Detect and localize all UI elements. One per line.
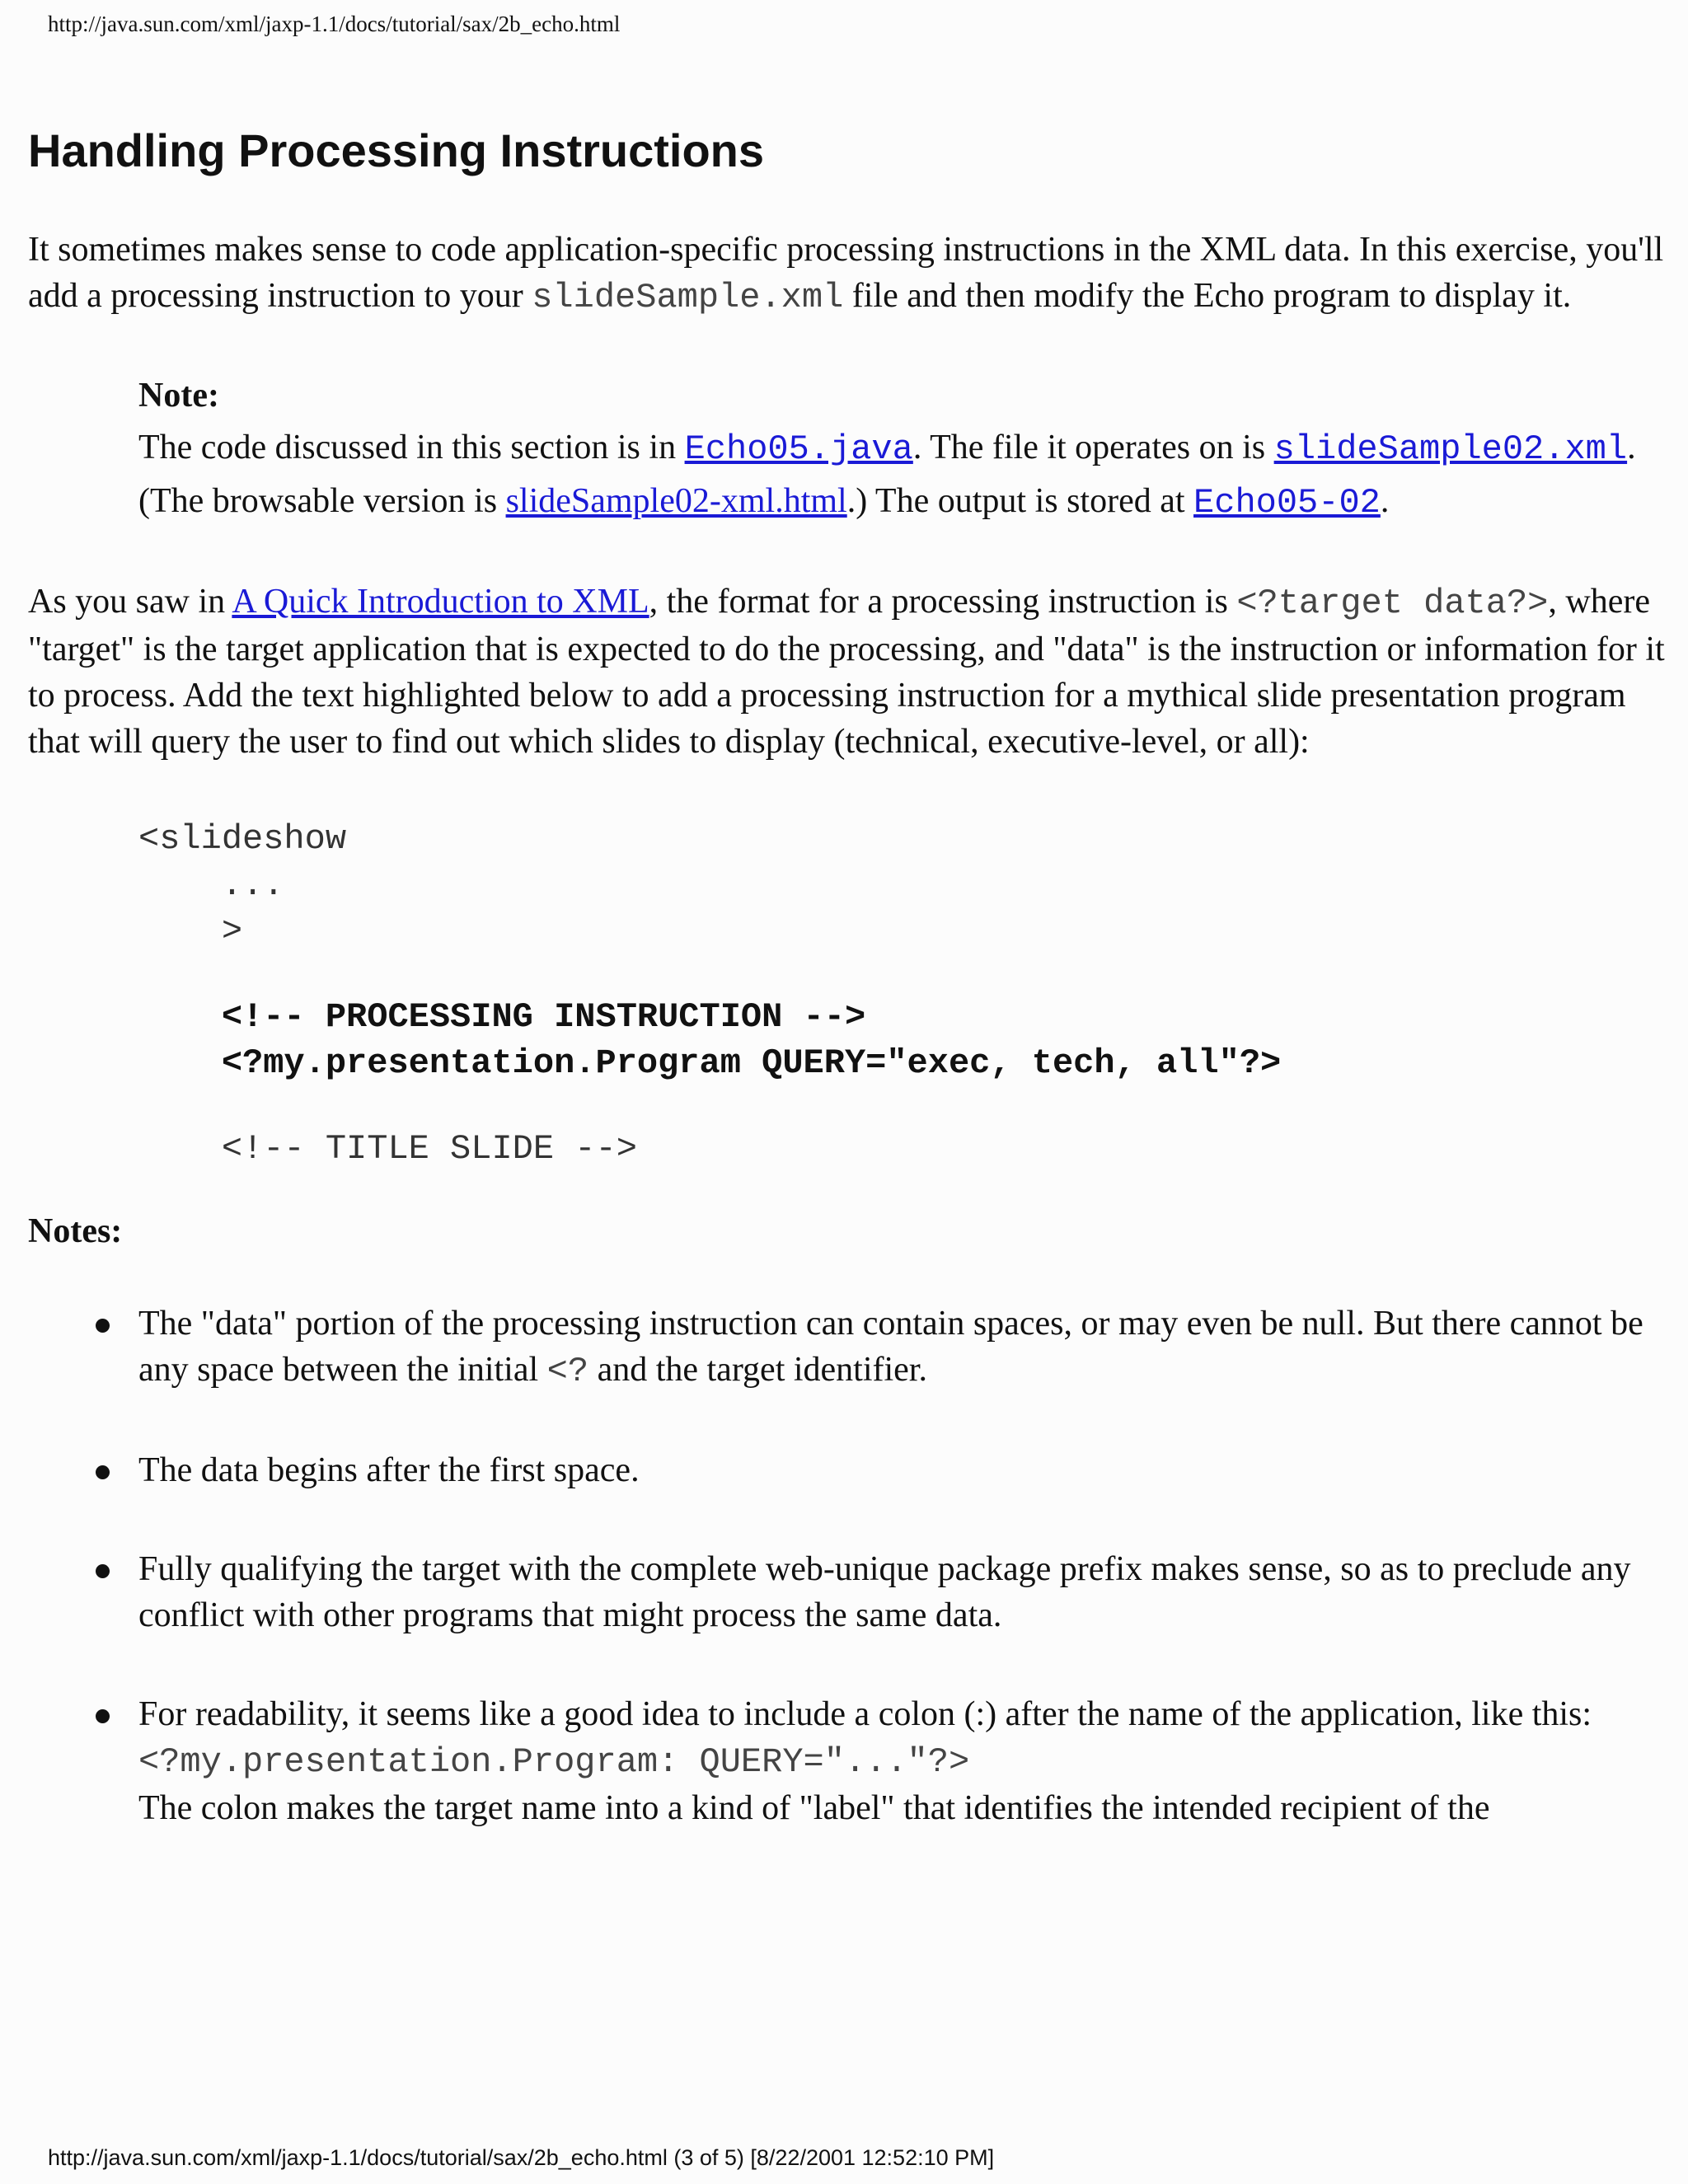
link-echo05-02[interactable]: Echo05-02 bbox=[1193, 483, 1381, 523]
page-title: Handling Processing Instructions bbox=[28, 124, 765, 176]
list-item bbox=[28, 1691, 1668, 1831]
code-line-4-highlighted: <!-- PROCESSING INSTRUCTION --> bbox=[138, 997, 866, 1037]
note1-code: <? bbox=[546, 1352, 589, 1391]
link-slidesample02-xml[interactable]: slideSample02.xml bbox=[1273, 429, 1628, 469]
para2-text-1: As you saw in bbox=[28, 583, 232, 621]
note4-code: <?my.presentation.Program: QUERY="..."?> bbox=[138, 1742, 970, 1782]
note-text-5: . bbox=[1380, 482, 1390, 520]
link-echo05-java[interactable]: Echo05.java bbox=[684, 429, 913, 469]
link-slidesample02-xml-html[interactable]: slideSample02-xml.html bbox=[505, 482, 847, 520]
note2-text: The data begins after the first space. bbox=[138, 1451, 640, 1489]
note-text-3: . (The browsable version is bbox=[138, 429, 1636, 520]
para2-code-pi: <?target data?> bbox=[1236, 583, 1549, 623]
note1-text-1: The "data" portion of the processing instruction can contain spaces, or may even be null. But there cannot be any space between the initial bbox=[138, 1305, 1643, 1389]
format-paragraph bbox=[28, 579, 1668, 765]
note3-text: Fully qualifying the target with the complete web-unique package prefix makes sense, so as to preclude any conflict with other programs that might process the same data. bbox=[138, 1550, 1631, 1634]
note-block bbox=[138, 370, 1668, 529]
code-block bbox=[138, 816, 1668, 1172]
intro-paragraph bbox=[28, 227, 1668, 321]
code-line-6: <!-- TITLE SLIDE --> bbox=[138, 1129, 637, 1169]
note4-text-2: The colon makes the target name into a kind of "label" that identifies the intended recipient of the bbox=[138, 1789, 1490, 1827]
bullet-icon bbox=[96, 1319, 110, 1333]
intro-text-1: It sometimes makes sense to code application-specific processing instructions in the XML data. In this exercise, you'll add a processing instruction to your bbox=[28, 231, 1664, 315]
link-quick-intro-xml[interactable]: A Quick Introduction to XML bbox=[232, 583, 649, 621]
list-item bbox=[28, 1546, 1668, 1638]
bullet-icon bbox=[96, 1465, 110, 1479]
note1-text-2: and the target identifier. bbox=[588, 1351, 927, 1389]
intro-code-filename: slideSample.xml bbox=[532, 278, 844, 317]
note-text-4: .) The output is stored at bbox=[846, 482, 1194, 520]
header-url: http://java.sun.com/xml/jaxp-1.1/docs/tutorial/sax/2b_echo.html bbox=[48, 12, 621, 36]
bullet-icon bbox=[96, 1709, 110, 1723]
footer-url: http://java.sun.com/xml/jaxp-1.1/docs/tutorial/sax/2b_echo.html (3 of 5) [8/22/2001 12:52:10 PM] bbox=[48, 2145, 995, 2170]
note-label: Note: bbox=[138, 377, 219, 415]
para2-text-3: , where "target" is the target application that is expected to do the processing, and "data" is the instruction or information for it to process. Add the text highlighted below to add a processing instruction for a mythical slide presentation program that will query the user to find out which slides to display (technical, executive-level, or all): bbox=[28, 583, 1665, 761]
code-line-1: <slideshow bbox=[138, 819, 347, 859]
list-item bbox=[28, 1447, 1668, 1493]
main-content bbox=[28, 120, 1668, 1831]
notes-list bbox=[28, 1301, 1668, 1831]
note4-text-1: For readability, it seems like a good idea to include a colon (:) after the name of the application, like this: bbox=[138, 1695, 1592, 1733]
intro-text-2: file and then modify the Echo program to display it. bbox=[843, 277, 1572, 315]
code-line-3: > bbox=[138, 912, 243, 951]
note-text-2: . The file it operates on is bbox=[912, 429, 1274, 466]
code-line-5-highlighted: <?my.presentation.Program QUERY="exec, tech, all"?> bbox=[138, 1043, 1282, 1083]
para2-text-2: , the format for a processing instruction is bbox=[649, 583, 1237, 621]
note-text-1: The code discussed in this section is in bbox=[138, 429, 685, 466]
bullet-icon bbox=[96, 1564, 110, 1578]
notes-heading: Notes: bbox=[28, 1212, 123, 1250]
code-line-2: ... bbox=[138, 865, 284, 905]
list-item bbox=[28, 1301, 1668, 1394]
